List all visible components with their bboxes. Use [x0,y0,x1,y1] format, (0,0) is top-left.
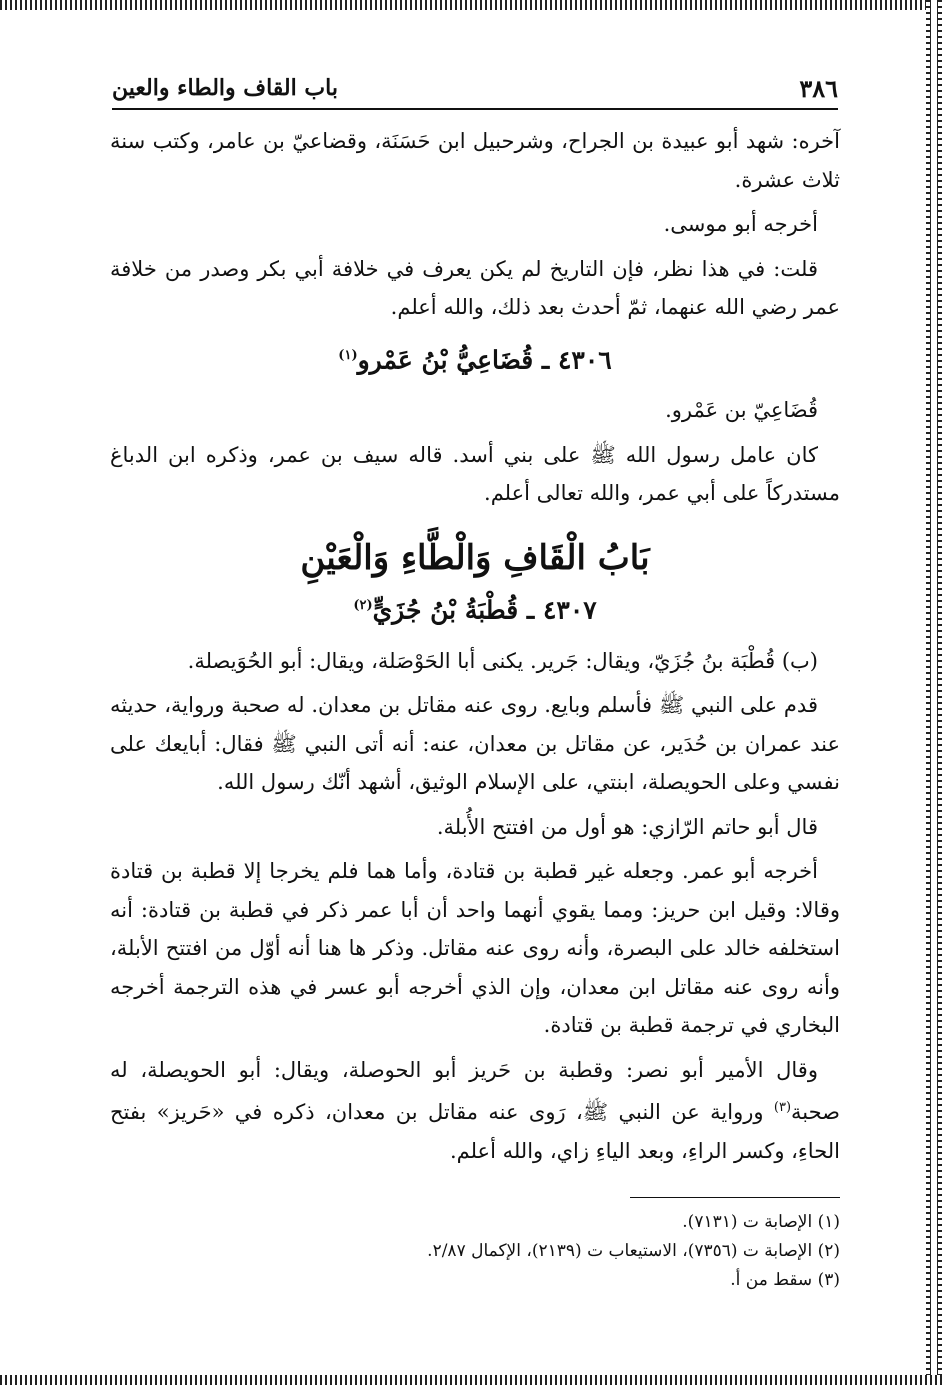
paragraph: (ب) قُطْبَة بنُ جُزَيّ، ويقال: جَرير. يكنى أبا الحَوْصَلة، ويقال: أبو الحُوَيصلة. [187,648,818,673]
main-text [110,122,840,1176]
footnotes [300,1208,840,1295]
footnote-1: (١) الإصابة ت (٧١٣١). [682,1212,840,1232]
footnote-2: (٢) الإصابة ت (٧٣٥٦)، الاستيعاب ت (٢١٣٩)، الإكمال ٢/٨٧. [427,1241,840,1261]
paragraph: قلت: في هذا نظر، فإن التاريخ لم يكن يعرف في خلافة أبي بكر وصدر من خلافة عمر رضي الله عنهما، ثمّ أحدث بعد ذلك، والله أعلم. [110,256,840,319]
paragraph-text: وقال الأمير أبو نصر: وقطبة بن حَريز أبو الحوصلة، ويقال: أبو الحويصلة، له صحبة [110,1057,840,1125]
entry-heading-text: ٤٣٠٦ ـ قُضَاعِيُّ بْنُ عَمْرو [357,344,612,374]
paragraph: أخرجه أبو عمر. وجعله غير قطبة بن قتادة، وأما هما فلم يخرجا إلا قطبة بن قتادة وقالا: وقيل ابن حريز: ومما يقوي أنهما واحد أن أبا عمر ذكر في قطبة بن قتادة: أنه استخلفه خالد على البصرة، وأنه روى عنه مقاتل. وذكر ها هنا أنه أوّل من افتتح الأبلة، وأنه روى عنه مقاتل ابن معدان، وإن الذي أخرجه أبو عسر في هذه الترجمة أخرجه البخاري في ترجمة قطبة بن قتادة. [110,859,840,1038]
footnote-3: (٣) سقط من أ. [730,1270,840,1290]
paragraph [110,1051,840,1171]
footnote-marker: (١) [338,347,358,363]
chapter-heading: بَابُ الْقَافِ وَالْطَّاءِ وَالْعَيْنِ [300,537,650,578]
paragraph: قدم على النبي ﷺ فأسلم وبايع. روى عنه مقاتل بن معدان. له صحبة ورواية، حديثه عند عمران بن حُدَير، عن مقاتل بن معدان، عنه: أنه أتى النبي ﷺ فقال: أبايعك على نفسي وعلى الحويصلة، ابنتي، على الإسلام الوثيق، أشهد أنّك رسول الله. [110,693,840,795]
paragraph: آخره: شهد أبو عبيدة بن الجراح، وشرحبيل ابن حَسَنَة، وقضاعيّ بن عامر، وكتب سنة ثلاث عشرة. [110,129,840,192]
entry-heading-4306 [110,337,840,380]
entry-heading-4307 [110,587,840,630]
footnote-marker: (٢) [353,597,373,613]
page-border-bottom [0,1375,942,1385]
page-border-top [0,0,942,10]
entry-heading-text: ٤٣٠٧ ـ قُطْبَةُ بْنُ جُزَيٍّ [372,595,597,625]
paragraph: أخرجه أبو موسى. [663,212,818,236]
footnote-marker: (٣) [773,1100,792,1116]
paragraph: كان عامل رسول الله ﷺ على بني أسد. قاله سيف بن عمر، وذكره ابن الدباغ مستدركاً على أبي عمر، والله تعالى أعلم. [110,442,840,506]
page-header [112,70,838,106]
page-border-right [926,0,942,1385]
header-rule [112,108,838,110]
running-title: باب القاف والطاء والعين [112,75,338,101]
footnote-rule [630,1197,840,1198]
paragraph: قُضَاعِيّ بن عَمْرو. [665,398,818,423]
paragraph-text: ورواية عن النبي ﷺ، رَوى عنه مقاتل بن معدان، ذكره في «حَريز» بفتح الحاءِ، وكسر الراءِ، وبعد الياءِ زاي، والله أعلم. [110,1100,840,1163]
page-number: ٣٨٦ [799,73,838,103]
paragraph: قال أبو حاتم الرّازي: هو أول من افتتح الأُبلة. [436,814,818,839]
